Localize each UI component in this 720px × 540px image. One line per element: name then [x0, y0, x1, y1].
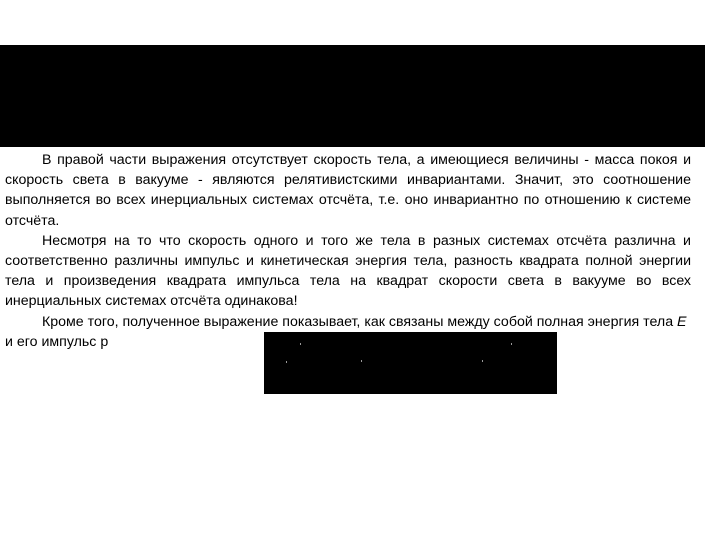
paragraph-invariance: В правой части выражения отсутствует скорость тела, а имеющиеся величины - масса покоя и скорость света в вакууме - являются релятивистскими инвариантами. Значит, это соотношение выполняется во всех инерциальных системах отсчёта, т.е. оно инвариантно по отношению к системе отсчёта.: [5, 152, 691, 229]
formula-artifact: [300, 343, 301, 345]
formula-artifact: [511, 343, 512, 345]
formula-image-block: [264, 332, 557, 394]
paragraph-text-before: Кроме того, полученное выражение показывает, как связаны между собой полная энергия тела: [42, 313, 678, 330]
formula-artifact: [482, 360, 483, 362]
header-image-block: [0, 45, 705, 147]
symbol-momentum: p: [100, 333, 109, 350]
formula-artifact: [361, 360, 362, 362]
paragraph-energy-difference: Несмотря на то что скорость одного и того же тела в разных системах отсчёта различна и соответственно различны импульс и кинетическая энергия тела, разность квадрата полной энергии тела и произведения квадрата импульса тела на квадрат скорости света в вакууме во всех инерциальных системах отсчёта одинакова!: [5, 232, 691, 310]
formula-artifact: [286, 361, 287, 363]
document-body: [5, 150, 691, 352]
paragraph-text-middle: и его импульс: [5, 333, 101, 350]
symbol-energy: E: [677, 313, 687, 330]
